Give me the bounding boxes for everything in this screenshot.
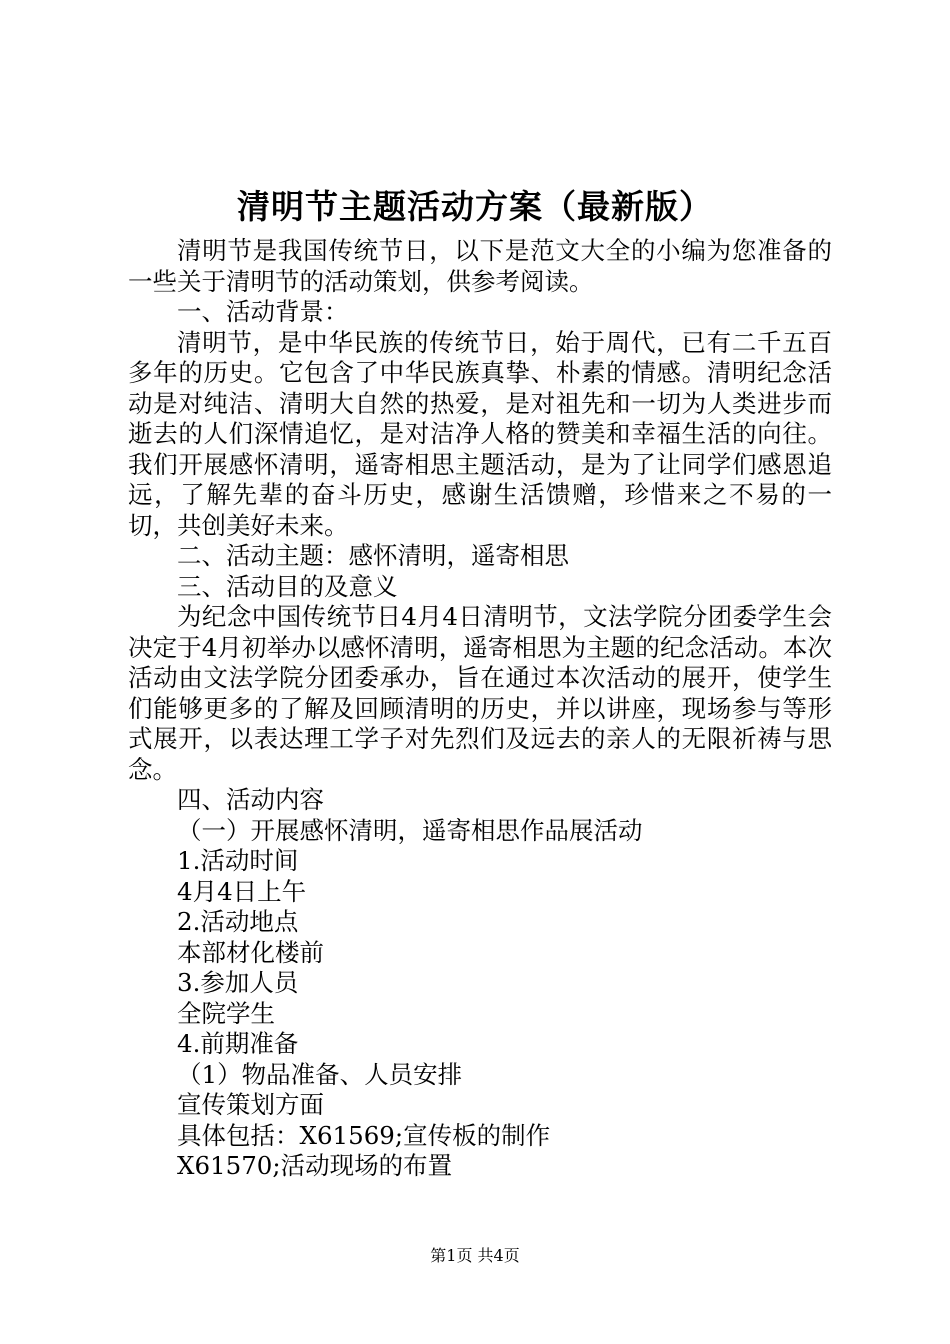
item-value-time: 4月4日上午 [177, 876, 307, 906]
item-value-location: 本部材化楼前 [177, 937, 324, 967]
section-heading-content: 四、活动内容 [177, 785, 324, 814]
document-body [128, 236, 832, 1182]
item-heading-time: 1.活动时间 [177, 846, 299, 875]
item-heading-preparation: 4.前期准备 [177, 1029, 299, 1058]
background-paragraph: 清明节，是中华民族的传统节日，始于周代，已有二千五百多年的历史。它包含了中华民族真挚、朴素的情感。清明纪念活动是对纯洁、清明大自然的热爱，是对祖先和一切为人类进步而逝去的人们深情追忆，是对洁净人格的赞美和幸福生活的向往。我们开展感怀清明，遥寄相思主题活动，是为了让同学们感恩追远，了解先辈的奋斗历史，感谢生活馈赠，珍惜来之不易的一切，共创美好未来。 [128, 327, 832, 540]
publicity-detail-board: 具体包括：X61569;宣传板的制作 [177, 1120, 551, 1150]
section-heading-theme: 二、活动主题：感怀清明，遥寄相思 [177, 541, 569, 570]
intro-paragraph: 清明节是我国传统节日，以下是范文大全的小编为您准备的一些关于清明节的活动策划，供参考阅读。 [128, 236, 832, 296]
purpose-paragraph: 为纪念中国传统节日4月4日清明节，文法学院分团委学生会决定于4月初举办以感怀清明，遥寄相思为主题的纪念活动。本次活动由文法学院分团委承办，旨在通过本次活动的展开，使学生们能够更多的了解及回顾清明的历史，并以讲座，现场参与等形式展开，以表达理工学子对先烈们及远去的亲人的无限祈祷与思念。 [128, 602, 832, 784]
document-title: 清明节主题活动方案（最新版） [237, 187, 713, 226]
page-footer: 第1页 共4页 [430, 1246, 520, 1265]
item-heading-location: 2.活动地点 [177, 907, 299, 936]
publicity-heading: 宣传策划方面 [177, 1090, 324, 1119]
item-value-participants: 全院学生 [177, 998, 275, 1028]
section-heading-background: 一、活动背景： [177, 297, 349, 326]
section-heading-purpose: 三、活动目的及意义 [177, 571, 398, 601]
subsection-heading-exhibition: （一）开展感怀清明，遥寄相思作品展活动 [177, 815, 643, 845]
sub-item-heading-materials: （1）物品准备、人员安排 [177, 1059, 463, 1089]
item-heading-participants: 3.参加人员 [177, 968, 299, 997]
publicity-detail-venue: X61570;活动现场的布置 [177, 1151, 453, 1180]
